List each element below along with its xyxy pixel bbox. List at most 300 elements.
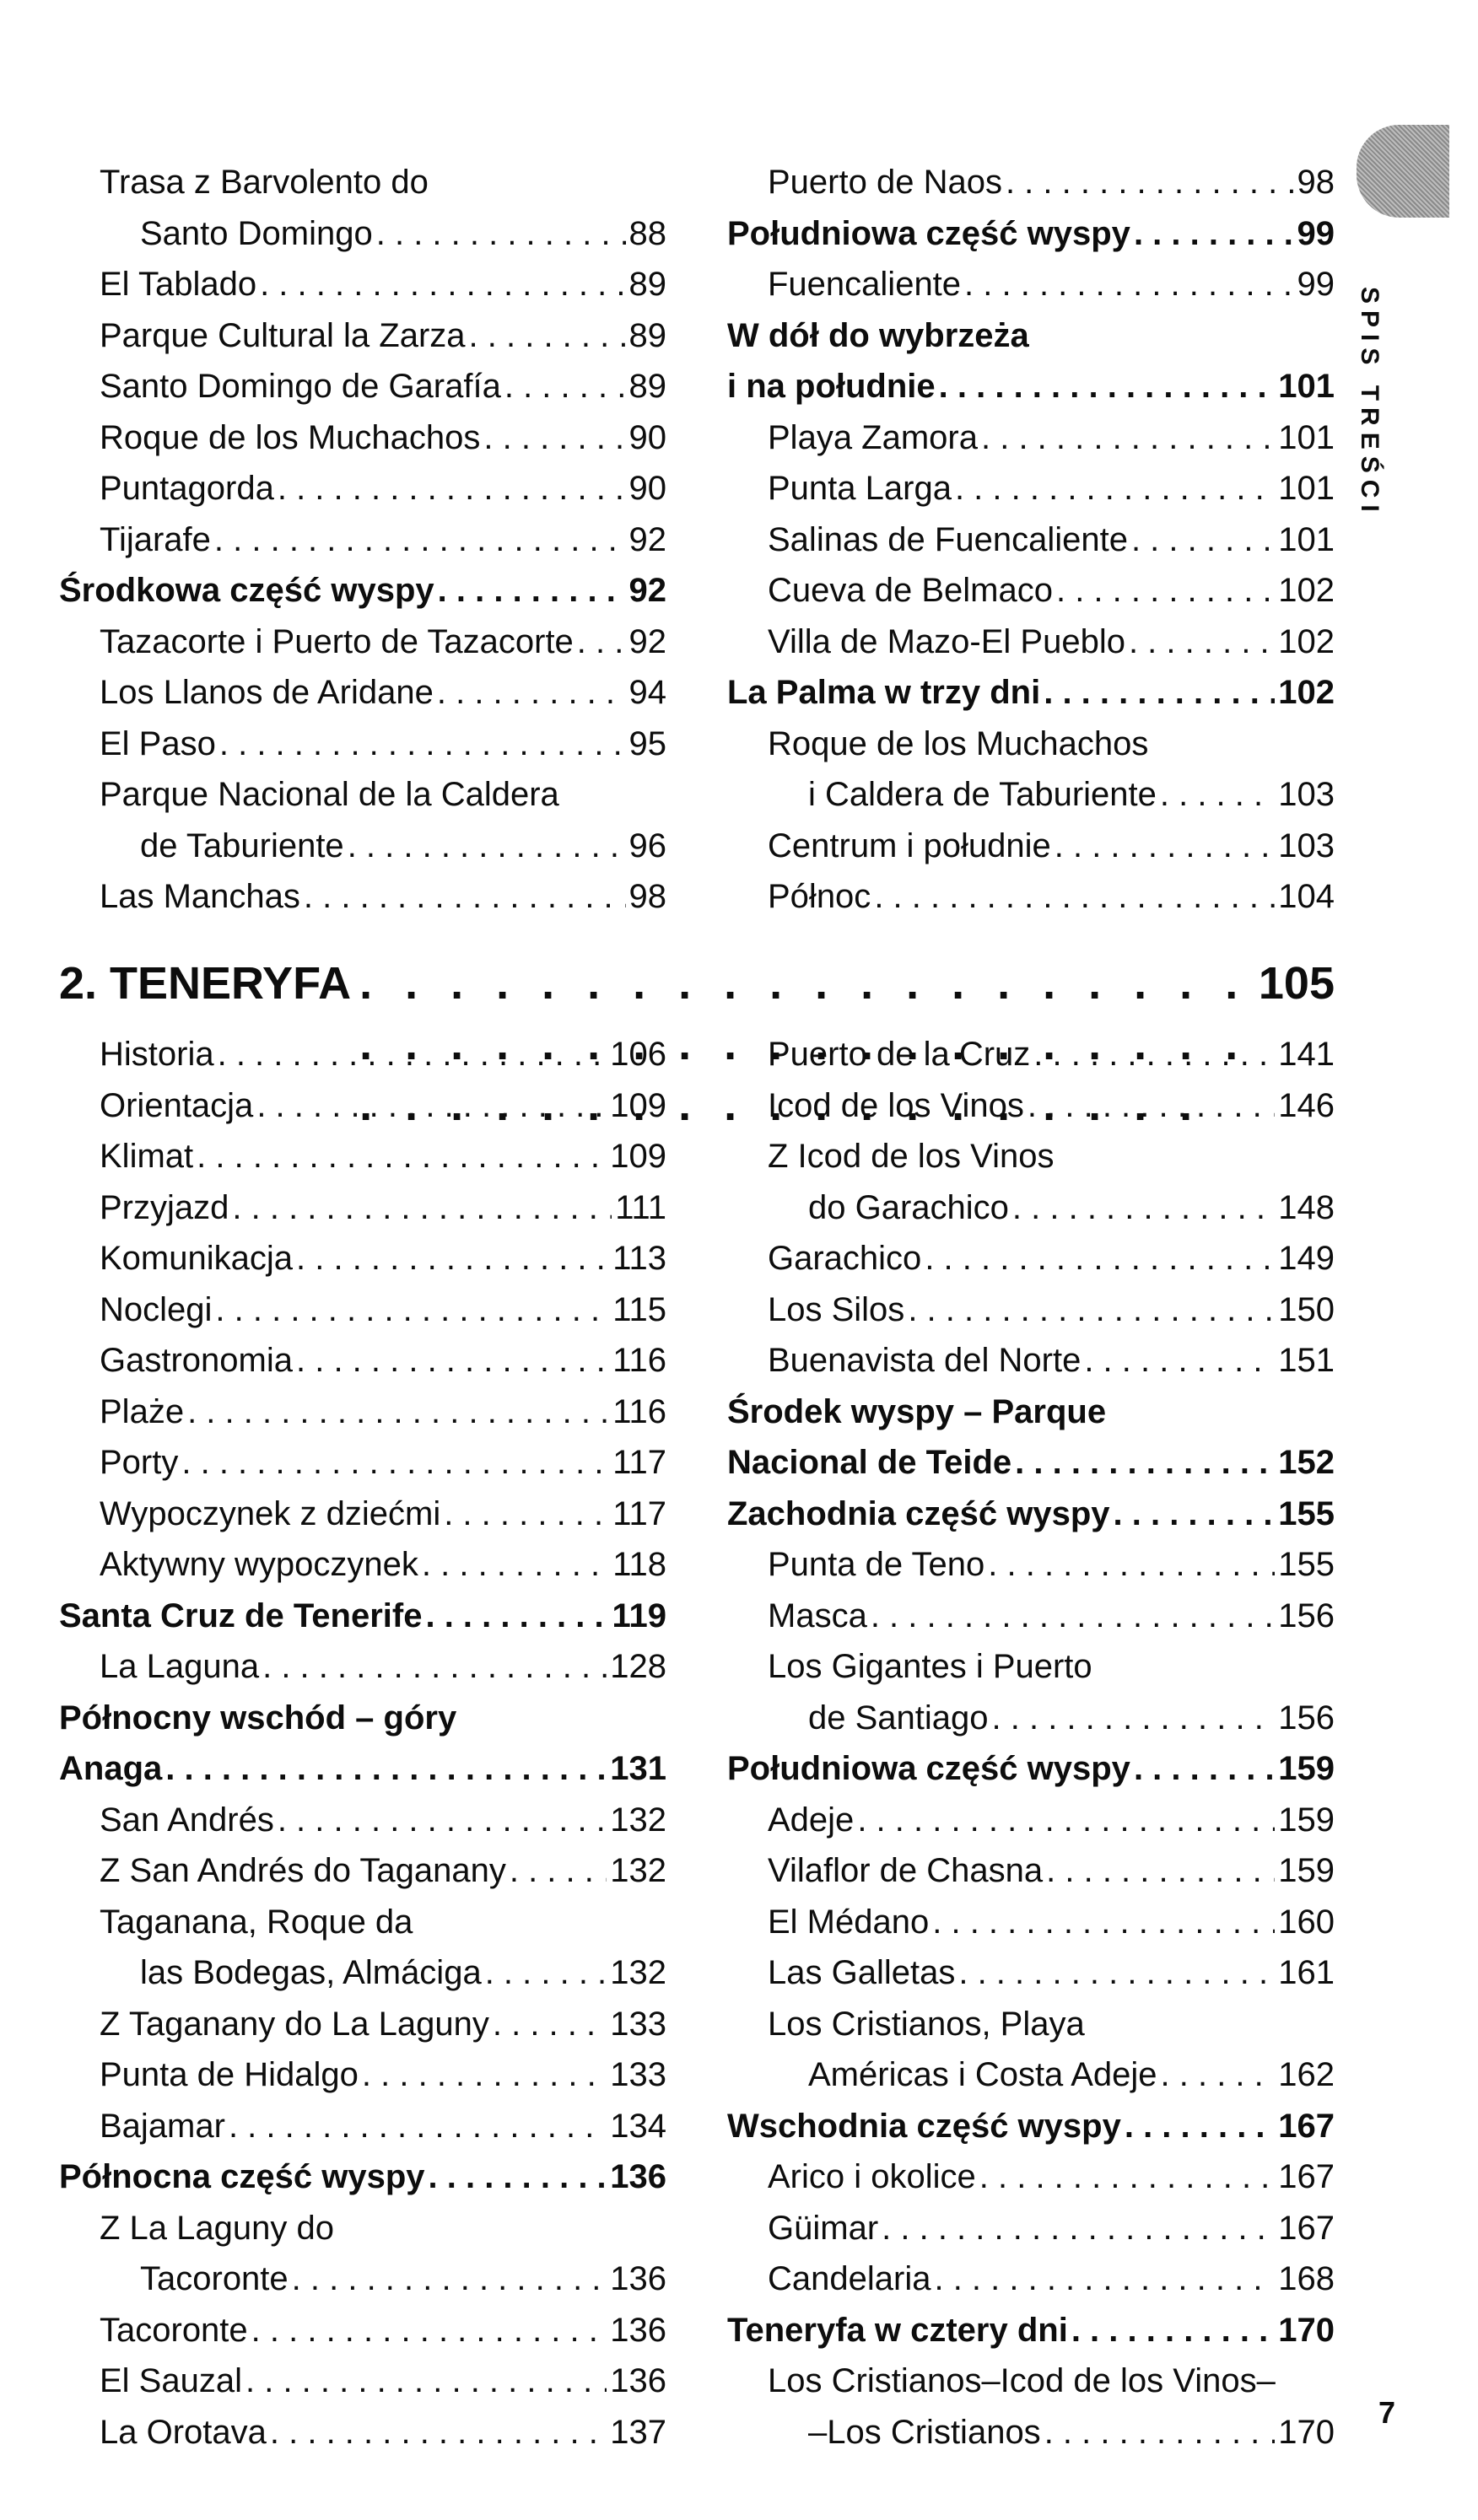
toc-entry-page: 132 bbox=[610, 1801, 666, 1839]
dot-leader bbox=[362, 2049, 607, 2101]
dot-leader bbox=[981, 412, 1275, 464]
dot-leader bbox=[296, 1233, 609, 1284]
dot-leader bbox=[218, 1029, 607, 1080]
toc-entry[interactable] bbox=[59, 719, 666, 770]
toc-entry[interactable] bbox=[59, 871, 666, 923]
toc-entry-page: 98 bbox=[628, 878, 666, 915]
chapter-heading[interactable] bbox=[59, 953, 1335, 1014]
toc-entry[interactable] bbox=[727, 565, 1335, 617]
toc-entry-page: 111 bbox=[615, 1188, 666, 1226]
toc-entry[interactable] bbox=[59, 1743, 666, 1795]
dot-leader bbox=[1160, 769, 1275, 821]
toc-entry-title: El Tablado bbox=[100, 266, 257, 303]
toc-entry-title: Puerto de la Cruz bbox=[768, 1036, 1031, 1073]
toc-entry-page: 102 bbox=[1278, 674, 1335, 711]
toc-entry-title: Santo Domingo bbox=[140, 214, 373, 252]
toc-entry-page: 109 bbox=[610, 1086, 666, 1124]
toc-entry-title: de Santiago bbox=[808, 1699, 989, 1737]
toc-entry-title: Z La Laguny do bbox=[100, 2209, 334, 2247]
toc-entry-title: Candelaria bbox=[768, 2260, 931, 2297]
toc-entry-page: 148 bbox=[1278, 1188, 1335, 1226]
toc-entry-page: 141 bbox=[1278, 1036, 1335, 1073]
toc-entry-page: 152 bbox=[1278, 1444, 1335, 1481]
dot-leader bbox=[1071, 2305, 1275, 2356]
dot-leader bbox=[260, 259, 625, 310]
toc-entry-title: Buenavista del Norte bbox=[768, 1342, 1082, 1379]
toc-entry[interactable] bbox=[59, 1795, 666, 1846]
toc-entry-page: 136 bbox=[610, 2260, 666, 2297]
dot-leader bbox=[1033, 1029, 1275, 1080]
dot-leader bbox=[425, 1591, 608, 1642]
toc-entry-title: Trasa z Barvolento do bbox=[100, 164, 429, 201]
toc-entry[interactable] bbox=[59, 1591, 666, 1642]
toc-entry bbox=[59, 157, 666, 208]
dot-leader bbox=[1114, 1489, 1276, 1540]
toc-entry-title: Vilaflor de Chasna bbox=[768, 1852, 1044, 1889]
toc-entry-page: 92 bbox=[628, 622, 666, 660]
toc-entry-title: El Paso bbox=[100, 724, 216, 762]
dot-leader bbox=[278, 1795, 607, 1846]
toc-entry[interactable] bbox=[59, 1233, 666, 1284]
toc-entry-page: 101 bbox=[1278, 520, 1335, 558]
toc-entry-page: 101 bbox=[1278, 470, 1335, 507]
toc-entry-title: Villa de Mazo-El Pueblo bbox=[768, 622, 1125, 660]
toc-entry-title: i na południe bbox=[727, 368, 936, 405]
toc-entry-title: Tazacorte i Puerto de Tazacorte bbox=[100, 622, 574, 660]
dot-leader bbox=[1055, 821, 1276, 872]
dot-leader bbox=[1125, 2101, 1275, 2152]
dot-leader bbox=[232, 1182, 612, 1234]
toc-entry[interactable] bbox=[727, 463, 1335, 514]
dot-leader bbox=[422, 1539, 609, 1591]
toc-entry-page: 151 bbox=[1278, 1342, 1335, 1379]
toc-entry[interactable] bbox=[727, 667, 1335, 719]
toc-entry[interactable] bbox=[59, 1131, 666, 1182]
toc-entry-title: –Los Cristianos bbox=[808, 2413, 1041, 2451]
toc-entry[interactable] bbox=[727, 259, 1335, 310]
toc-entry-title: La Laguna bbox=[100, 1648, 260, 1685]
dot-leader bbox=[577, 617, 626, 668]
toc-entry[interactable] bbox=[727, 1693, 1335, 1744]
toc-entry[interactable] bbox=[727, 2253, 1335, 2305]
toc-entry[interactable] bbox=[727, 1335, 1335, 1387]
dot-leader bbox=[1028, 1080, 1275, 1132]
toc-entry[interactable] bbox=[59, 259, 666, 310]
toc-entry-title: Z San Andrés do Taganany bbox=[100, 1852, 506, 1889]
toc-entry bbox=[59, 769, 666, 821]
toc-entry[interactable] bbox=[59, 2101, 666, 2152]
toc-entry[interactable] bbox=[727, 871, 1335, 923]
toc-entry-page: 90 bbox=[628, 470, 666, 507]
toc-entry-title: Icod de los Vinos bbox=[768, 1086, 1024, 1124]
toc-entry-title: Bajamar bbox=[100, 2107, 225, 2145]
dot-leader bbox=[908, 1284, 1275, 1336]
toc-entry-title: Punta Larga bbox=[768, 470, 952, 507]
toc-entry[interactable] bbox=[727, 821, 1335, 872]
toc-entry-page: 136 bbox=[610, 2362, 666, 2399]
dot-leader bbox=[229, 2101, 607, 2152]
toc-entry-title: Parque Nacional de la Caldera bbox=[100, 776, 559, 813]
toc-entry-page: 99 bbox=[1297, 266, 1335, 303]
toc-entry[interactable] bbox=[727, 1284, 1335, 1336]
toc-entry-title: Fuencaliente bbox=[768, 266, 962, 303]
toc-entry-title: Południowa część wyspy bbox=[727, 214, 1130, 252]
toc-column-bottom-left bbox=[59, 1029, 666, 2458]
toc-entry-page: 95 bbox=[628, 724, 666, 762]
toc-entry-page: 167 bbox=[1278, 2158, 1335, 2195]
toc-entry-title: Porty bbox=[100, 1444, 179, 1481]
dot-leader bbox=[874, 871, 1275, 923]
toc-entry-page: 167 bbox=[1278, 2209, 1335, 2247]
toc-entry[interactable] bbox=[727, 2203, 1335, 2254]
toc-entry-title: do Garachico bbox=[808, 1188, 1009, 1226]
toc-entry-title: Aktywny wypoczynek bbox=[100, 1546, 418, 1583]
toc-entry-page: 128 bbox=[610, 1648, 666, 1685]
toc-entry-page: 136 bbox=[610, 2158, 666, 2195]
toc-entry bbox=[727, 1131, 1335, 1182]
toc-entry-title: Adeje bbox=[768, 1801, 855, 1839]
toc-entry-page: 106 bbox=[610, 1036, 666, 1073]
dot-leader bbox=[857, 1795, 1275, 1846]
toc-entry[interactable] bbox=[59, 2356, 666, 2407]
toc-entry-page: 101 bbox=[1278, 418, 1335, 456]
toc-entry[interactable] bbox=[59, 1335, 666, 1387]
toc-entry-title: Orientacja bbox=[100, 1086, 254, 1124]
toc-entry[interactable] bbox=[59, 565, 666, 617]
dot-leader bbox=[485, 1947, 607, 1999]
toc-entry-page: 131 bbox=[610, 1750, 666, 1787]
dot-leader bbox=[1006, 157, 1294, 208]
toc-entry[interactable] bbox=[59, 310, 666, 362]
dot-leader bbox=[510, 1845, 607, 1897]
toc-entry-page: 159 bbox=[1278, 1801, 1335, 1839]
toc-entry-page: 136 bbox=[610, 2311, 666, 2349]
toc-entry-title: Tacoronte bbox=[140, 2260, 289, 2297]
toc-entry[interactable] bbox=[727, 2407, 1335, 2458]
dot-leader bbox=[988, 1539, 1275, 1591]
toc-entry-title: Santo Domingo de Garafía bbox=[100, 368, 501, 405]
toc-entry-title: La Palma w trzy dni bbox=[727, 674, 1041, 711]
toc-entry-title: Środek wyspy – Parque bbox=[727, 1392, 1107, 1430]
toc-entry[interactable] bbox=[727, 514, 1335, 566]
chapter-page: 105 bbox=[1258, 958, 1335, 1009]
toc-entry[interactable] bbox=[727, 1591, 1335, 1642]
dot-leader bbox=[979, 2151, 1275, 2203]
toc-entry-title: Playa Zamora bbox=[768, 418, 978, 456]
toc-entry-page: 99 bbox=[1297, 214, 1335, 252]
dot-leader bbox=[215, 1284, 609, 1336]
toc-entry-page: 98 bbox=[1297, 164, 1335, 201]
toc-column-top-right bbox=[727, 157, 1335, 923]
toc-entry[interactable] bbox=[727, 2049, 1335, 2101]
toc-entry[interactable] bbox=[59, 1387, 666, 1438]
dot-leader bbox=[304, 871, 626, 923]
toc-entry[interactable] bbox=[59, 463, 666, 514]
toc-entry bbox=[727, 719, 1335, 770]
dot-leader bbox=[504, 361, 626, 412]
toc-entry[interactable] bbox=[59, 1999, 666, 2050]
toc-entry-title: San Andrés bbox=[100, 1801, 274, 1839]
toc-entry-title: Tijarafe bbox=[100, 520, 211, 558]
toc-entry[interactable] bbox=[727, 2305, 1335, 2356]
toc-entry[interactable] bbox=[727, 1845, 1335, 1897]
dot-leader bbox=[1015, 1437, 1275, 1489]
toc-entry-page: 117 bbox=[612, 1444, 666, 1481]
toc-entry-title: Salinas de Fuencaliente bbox=[768, 520, 1128, 558]
toc-entry-page: 118 bbox=[612, 1546, 666, 1583]
toc-entry-title: i Caldera de Taburiente bbox=[808, 776, 1157, 813]
dot-leader bbox=[348, 821, 626, 872]
toc-entry[interactable] bbox=[727, 1947, 1335, 1999]
toc-entry[interactable] bbox=[59, 2151, 666, 2203]
dot-leader bbox=[262, 1641, 607, 1693]
toc-entry[interactable] bbox=[59, 667, 666, 719]
dot-leader bbox=[1044, 2407, 1276, 2458]
toc-entry-page: 170 bbox=[1278, 2311, 1335, 2349]
toc-entry-page: 89 bbox=[628, 316, 666, 354]
toc-entry[interactable] bbox=[727, 1233, 1335, 1284]
toc-entry-page: 133 bbox=[610, 2056, 666, 2093]
toc-entry-title: Przyjazd bbox=[100, 1188, 229, 1226]
dot-leader bbox=[219, 719, 626, 770]
toc-entry-title: Puerto de Naos bbox=[768, 164, 1002, 201]
toc-entry-title: Los Silos bbox=[768, 1290, 905, 1328]
toc-entry-page: 94 bbox=[628, 674, 666, 711]
dot-leader bbox=[882, 2203, 1275, 2254]
toc-entry-page: 117 bbox=[612, 1494, 666, 1532]
toc-entry[interactable] bbox=[727, 208, 1335, 260]
toc-entry[interactable] bbox=[727, 1437, 1335, 1489]
toc-entry[interactable] bbox=[59, 1489, 666, 1540]
toc-entry-page: 101 bbox=[1278, 368, 1335, 405]
toc-entry bbox=[727, 1999, 1335, 2050]
toc-entry-title: Tacoronte bbox=[100, 2311, 248, 2349]
dot-leader bbox=[934, 2253, 1275, 2305]
toc-entry-page: 103 bbox=[1278, 827, 1335, 864]
toc-entry-page: 119 bbox=[612, 1597, 666, 1634]
dot-leader bbox=[483, 412, 625, 464]
toc-entry[interactable] bbox=[727, 2101, 1335, 2152]
toc-entry[interactable] bbox=[59, 2049, 666, 2101]
toc-entry-title: Cueva de Belmaco bbox=[768, 572, 1053, 609]
toc-entry-page: 160 bbox=[1278, 1903, 1335, 1941]
toc-entry-page: 116 bbox=[612, 1342, 666, 1379]
toc-entry-page: 116 bbox=[612, 1392, 666, 1430]
toc-entry[interactable] bbox=[59, 2407, 666, 2458]
toc-entry[interactable] bbox=[59, 1437, 666, 1489]
dot-leader bbox=[214, 514, 626, 566]
toc-entry[interactable] bbox=[59, 1284, 666, 1336]
dot-leader bbox=[197, 1131, 607, 1182]
dot-leader bbox=[1046, 1845, 1275, 1897]
toc-entry-page: 104 bbox=[1278, 878, 1335, 915]
toc-entry[interactable] bbox=[59, 1539, 666, 1591]
toc-entry-page: 92 bbox=[628, 520, 666, 558]
toc-entry[interactable] bbox=[59, 2253, 666, 2305]
dot-leader bbox=[1084, 1335, 1275, 1387]
dot-leader bbox=[958, 1947, 1275, 1999]
toc-entry-title: Los Cristianos, Playa bbox=[768, 2005, 1085, 2043]
toc-entry-page: 103 bbox=[1278, 776, 1335, 813]
toc-entry-title: Anaga bbox=[59, 1750, 163, 1787]
toc-entry[interactable] bbox=[727, 617, 1335, 668]
toc-entry-title: Klimat bbox=[100, 1138, 194, 1175]
toc-entry[interactable] bbox=[727, 2151, 1335, 2203]
toc-entry[interactable] bbox=[59, 617, 666, 668]
toc-entry-title: El Sauzal bbox=[100, 2362, 242, 2399]
toc-entry-page: 162 bbox=[1278, 2056, 1335, 2093]
toc-entry-title: Américas i Costa Adeje bbox=[808, 2056, 1157, 2093]
dot-leader bbox=[932, 1897, 1275, 1948]
toc-entry[interactable] bbox=[727, 1029, 1335, 1080]
toc-entry-page: 102 bbox=[1278, 572, 1335, 609]
toc-entry-title: Santa Cruz de Tenerife bbox=[59, 1597, 423, 1634]
dot-leader bbox=[1044, 667, 1275, 719]
toc-entry-page: 113 bbox=[612, 1240, 666, 1277]
toc-entry[interactable] bbox=[59, 1845, 666, 1897]
toc-entry-title: Gastronomia bbox=[100, 1342, 293, 1379]
toc-entry-page: 132 bbox=[610, 1954, 666, 1991]
dot-leader bbox=[429, 2151, 607, 2203]
toc-entry-page: 96 bbox=[628, 827, 666, 864]
dot-leader bbox=[992, 1693, 1276, 1744]
dot-leader bbox=[438, 565, 626, 617]
dot-leader bbox=[292, 2253, 607, 2305]
dot-leader bbox=[955, 463, 1275, 514]
dot-leader bbox=[165, 1743, 607, 1795]
dot-leader bbox=[925, 1233, 1275, 1284]
toc-entry-page: 155 bbox=[1278, 1546, 1335, 1583]
dot-leader bbox=[871, 1591, 1275, 1642]
toc-entry-title: Centrum i południe bbox=[768, 827, 1051, 864]
toc-entry-title: Zachodnia część wyspy bbox=[727, 1494, 1110, 1532]
toc-entry-title: Puntagorda bbox=[100, 470, 274, 507]
dot-leader bbox=[493, 1999, 607, 2050]
toc-entry-page: 88 bbox=[628, 214, 666, 252]
toc-entry[interactable] bbox=[59, 412, 666, 464]
toc-entry[interactable] bbox=[59, 821, 666, 872]
dot-leader bbox=[296, 1335, 609, 1387]
dot-leader bbox=[1161, 2049, 1276, 2101]
dot-leader bbox=[181, 1437, 609, 1489]
toc-entry[interactable] bbox=[727, 1182, 1335, 1234]
toc-entry-title: Güimar bbox=[768, 2209, 879, 2247]
toc-entry-title: Roque de los Muchachos bbox=[768, 724, 1149, 762]
toc-column-bottom-right bbox=[727, 1029, 1335, 2458]
toc-entry-page: 161 bbox=[1278, 1954, 1335, 1991]
toc-entry bbox=[727, 1387, 1335, 1438]
toc-entry-title: El Médano bbox=[768, 1903, 930, 1941]
toc-entry-page: 89 bbox=[628, 266, 666, 303]
toc-entry bbox=[727, 1641, 1335, 1693]
toc-entry-title: Las Galletas bbox=[768, 1954, 956, 1991]
toc-entry[interactable] bbox=[727, 157, 1335, 208]
dot-leader bbox=[939, 361, 1276, 412]
dot-leader bbox=[256, 1080, 607, 1132]
toc-entry-page: 134 bbox=[610, 2107, 666, 2145]
toc-entry-title: Los Cristianos–Icod de los Vinos– bbox=[768, 2362, 1276, 2399]
dot-leader bbox=[251, 2305, 607, 2356]
toc-entry[interactable] bbox=[59, 514, 666, 566]
section-side-label: SPIS TREŚCI bbox=[1356, 287, 1384, 519]
toc-entry-page: 132 bbox=[610, 1852, 666, 1889]
toc-entry[interactable] bbox=[59, 208, 666, 260]
dot-leader bbox=[1129, 617, 1275, 668]
dot-leader bbox=[1056, 565, 1275, 617]
toc-entry[interactable] bbox=[59, 2305, 666, 2356]
toc-entry[interactable] bbox=[59, 1947, 666, 1999]
toc-entry-title: las Bodegas, Almáciga bbox=[140, 1954, 482, 1991]
toc-entry[interactable] bbox=[59, 1080, 666, 1132]
toc-entry-page: 149 bbox=[1278, 1240, 1335, 1277]
toc-entry-title: Wypoczynek z dziećmi bbox=[100, 1494, 441, 1532]
toc-entry-title: Masca bbox=[768, 1597, 867, 1634]
toc-entry-title: Noclegi bbox=[100, 1290, 213, 1328]
toc-entry[interactable] bbox=[727, 1489, 1335, 1540]
toc-entry-page: 146 bbox=[1278, 1086, 1335, 1124]
toc-entry-page: 150 bbox=[1278, 1290, 1335, 1328]
toc-entry-title: Garachico bbox=[768, 1240, 922, 1277]
toc-entry-title: La Orotava bbox=[100, 2413, 267, 2451]
toc-entry-title: Los Gigantes i Puerto bbox=[768, 1648, 1092, 1685]
toc-entry[interactable] bbox=[59, 1182, 666, 1234]
toc-entry[interactable] bbox=[727, 1539, 1335, 1591]
toc-entry[interactable] bbox=[727, 1795, 1335, 1846]
toc-entry-title: Punta de Hidalgo bbox=[100, 2056, 359, 2093]
toc-entry-title: Południowa część wyspy bbox=[727, 1750, 1130, 1787]
toc-entry-page: 170 bbox=[1278, 2413, 1335, 2451]
toc-entry[interactable] bbox=[727, 1897, 1335, 1948]
toc-entry-page: 92 bbox=[628, 572, 666, 609]
toc-entry-page: 115 bbox=[612, 1290, 666, 1328]
toc-entry-title: Los Llanos de Aridane bbox=[100, 674, 434, 711]
toc-entry-page: 159 bbox=[1278, 1852, 1335, 1889]
dot-leader bbox=[270, 2407, 607, 2458]
toc-entry[interactable] bbox=[59, 1029, 666, 1080]
toc-entry-title: Komunikacja bbox=[100, 1240, 294, 1277]
dot-leader bbox=[437, 667, 626, 719]
toc-entry-title: Wschodnia część wyspy bbox=[727, 2107, 1121, 2145]
toc-entry[interactable] bbox=[727, 1080, 1335, 1132]
toc-entry-page: 159 bbox=[1278, 1750, 1335, 1787]
toc-entry[interactable] bbox=[727, 412, 1335, 464]
toc-entry[interactable] bbox=[59, 361, 666, 412]
toc-entry-page: 167 bbox=[1278, 2107, 1335, 2145]
toc-entry[interactable] bbox=[59, 1641, 666, 1693]
toc-entry[interactable] bbox=[727, 361, 1335, 412]
dot-leader bbox=[964, 259, 1293, 310]
toc-entry-page: 156 bbox=[1278, 1597, 1335, 1634]
toc-entry-page: 109 bbox=[610, 1138, 666, 1175]
toc-entry[interactable] bbox=[727, 1743, 1335, 1795]
dot-leader bbox=[187, 1387, 609, 1438]
toc-entry-page: 137 bbox=[610, 2413, 666, 2451]
toc-entry-title: Z Taganany do La Laguny bbox=[100, 2005, 489, 2043]
toc-entry[interactable] bbox=[727, 769, 1335, 821]
dot-leader bbox=[1131, 514, 1275, 566]
toc-entry bbox=[727, 2356, 1335, 2407]
dot-leader bbox=[444, 1489, 609, 1540]
toc-entry-title: Nacional de Teide bbox=[727, 1444, 1012, 1481]
dot-leader bbox=[469, 310, 626, 362]
toc-entry-title: Plaże bbox=[100, 1392, 185, 1430]
toc-entry-title: Teneryfa w cztery dni bbox=[727, 2311, 1068, 2349]
toc-entry-page: 133 bbox=[610, 2005, 666, 2043]
toc-entry-title: Północny wschód – góry bbox=[59, 1699, 457, 1737]
toc-entry-title: Arico i okolice bbox=[768, 2158, 976, 2195]
toc-entry-title: Las Manchas bbox=[100, 878, 300, 915]
toc-entry-page: 90 bbox=[628, 418, 666, 456]
